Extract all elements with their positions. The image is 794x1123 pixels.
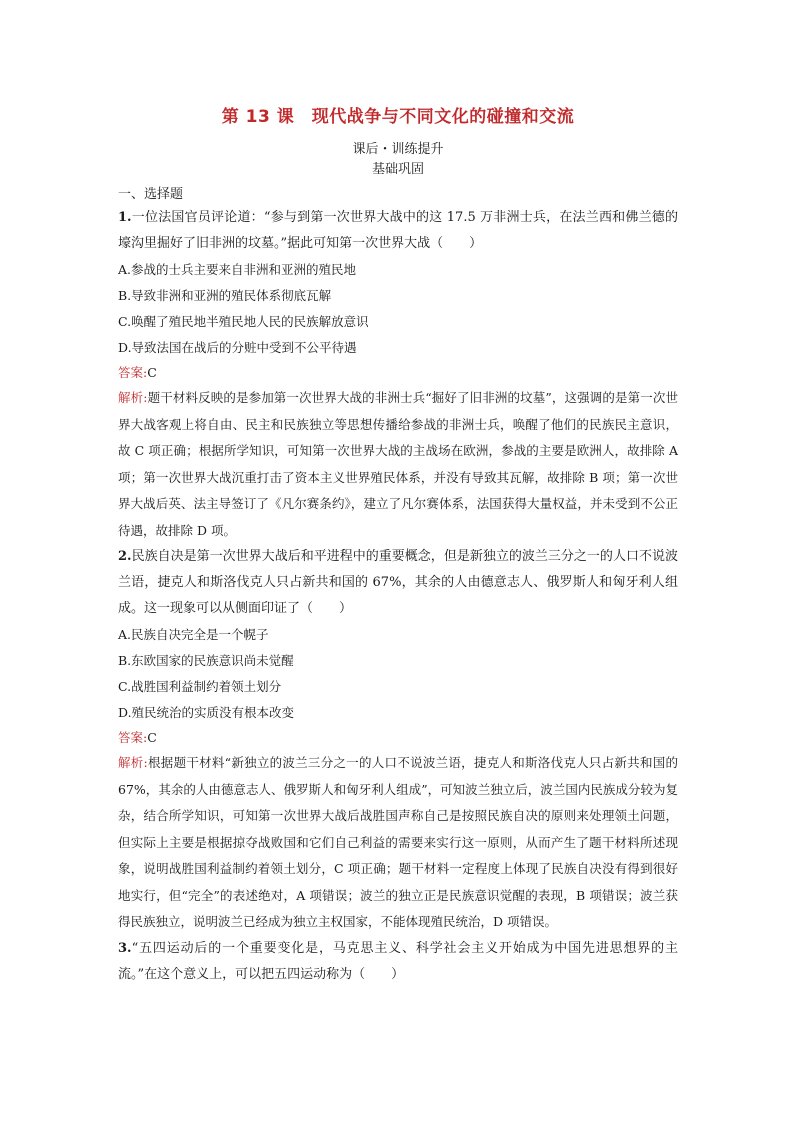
answer-value: C xyxy=(147,365,157,380)
option-d: D.殖民统治的实质没有根本改变 xyxy=(118,705,295,720)
answer xyxy=(118,361,678,385)
analysis-label: 解析: xyxy=(118,755,148,770)
lesson-title: 第 13 课 现代战争与不同文化的碰撞和交流 xyxy=(221,107,575,127)
question-3 xyxy=(118,936,678,988)
analysis-label: 解析: xyxy=(118,390,148,405)
option-a: A.民族自决完全是一个幌子 xyxy=(118,627,269,642)
question-stem xyxy=(118,544,678,622)
answer-value: C xyxy=(147,730,157,745)
section-heading: 一、选择题 xyxy=(118,187,184,202)
option-b: B.东欧国家的民族意识尚未觉醒 xyxy=(118,653,294,668)
option-a: A.参战的士兵主要来自非洲和亚洲的殖民地 xyxy=(118,262,357,277)
answer xyxy=(118,726,678,750)
exercise-subtitle: 课后・训练提升 xyxy=(352,142,444,157)
answer-label: 答案: xyxy=(118,730,148,745)
option-d: D.导致法国在战后的分赃中受到不公平待遇 xyxy=(118,340,357,355)
document-page xyxy=(118,100,678,988)
option-c: C.唤醒了殖民地半殖民地人民的民族解放意识 xyxy=(118,314,369,329)
analysis-text: 题干材料反映的是参加第一次世界大战的非洲士兵“掘好了旧非洲的坟墓”，这强调的是第一次世界大战客观上将自由、民主和民族独立等思想传播给参战的非洲士兵，唤醒了他们的民族民主意识，故 C 项正确；根据所学知识，可知第一次世界大战的主战场在欧洲，参战的主要是欧洲人，故排除 A 项；第一次世界大战沉重打击了资本主义世界殖民体系，并没有导致其瓦解，故排除 B 项；第一次世界大战后英、法主导签订了《凡尔赛条约》，建立了凡尔赛体系，法国获得大量权益，并未受到不公正待遇，故排除 D 项。 xyxy=(118,390,678,538)
question-2 xyxy=(118,544,678,936)
question-number: 2. xyxy=(118,549,132,564)
question-stem xyxy=(118,936,678,988)
question-number: 1. xyxy=(118,210,132,225)
option-b: B.导致非洲和亚洲的殖民体系彻底瓦解 xyxy=(118,288,332,303)
answer-label: 答案: xyxy=(118,365,148,380)
question-number: 3. xyxy=(118,940,132,956)
analysis-text: 根据题干材料“新独立的波兰三分之一的人口不说波兰语，捷克人和斯洛伐克人只占新共和国的 67%，其余的人由德意志人、俄罗斯人和匈牙利人组成”，可知波兰独立后，波兰国内民族成分较为复杂，结合所学知识，可知第一次世界大战后战胜国声称自己是按照民族自决的原则来处理领土问题，但实际上主要是根据掠夺战败国和它们自己利益的需要来实行这一原则，从而产生了题干材料所述现象，说明战胜国利益制约着领土划分，C 项正确；题干材料一定程度上体现了民族自决没有得到很好地实行，但“完全”的表述绝对，A 项错误；波兰的独立正是民族意识觉醒的表现，B 项错误；波兰获得民族独立，说明波兰已经成为独立主权国家，不能体现殖民统治，D 项错误。 xyxy=(118,755,678,929)
analysis xyxy=(118,750,678,936)
analysis xyxy=(118,385,678,544)
question-text: 民族自决是第一次世界大战后和平进程中的重要概念，但是新独立的波兰三分之一的人口不说波兰语，捷克人和斯洛伐克人只占新共和国的 67%，其余的人由德意志人、俄罗斯人和匈牙利人组成。这一现象可以从侧面印证了（ ） xyxy=(118,549,678,616)
option-c: C.战胜国利益制约着领土划分 xyxy=(118,679,282,694)
question-text: “五四运动后的一个重要变化是，马克思主义、科学社会主义开始成为中国先进思想界的主流。”在这个意义上，可以把五四运动称为（ ） xyxy=(118,940,678,982)
question-text: 一位法国官员评论道：“参与到第一次世界大战中的这 17.5 万非洲士兵，在法兰西和佛兰德的壕沟里掘好了旧非洲的坟墓。”据此可知第一次世界大战（ ） xyxy=(118,210,678,251)
exercise-level: 基础巩固 xyxy=(371,162,424,177)
question-1 xyxy=(118,205,678,544)
question-stem xyxy=(118,205,678,257)
